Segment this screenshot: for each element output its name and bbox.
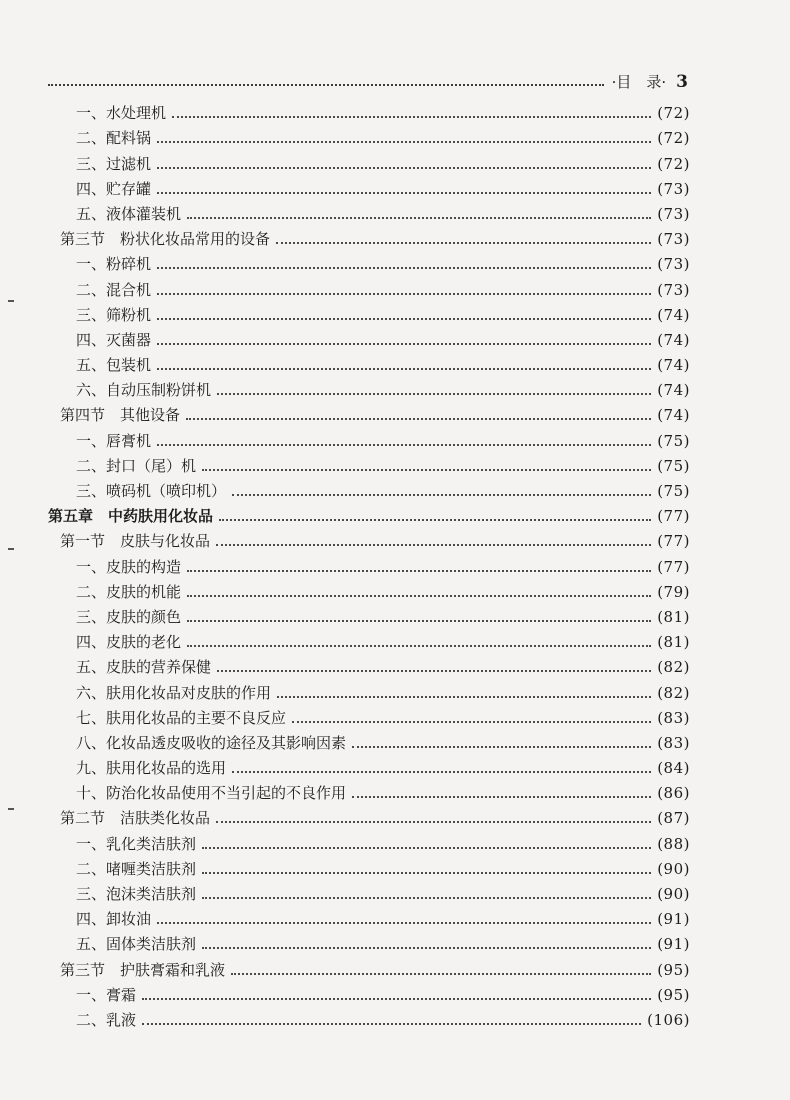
toc-entry-page: (79) — [657, 582, 690, 601]
toc-entry-page: (74) — [657, 330, 690, 349]
toc-entry-item — [48, 301, 690, 326]
toc-entry-item — [48, 124, 690, 149]
dot-leader — [172, 116, 651, 118]
dot-leader — [187, 620, 651, 622]
toc-entry-page: (82) — [657, 658, 690, 677]
toc-entry-section — [48, 225, 690, 250]
dot-leader — [157, 318, 651, 320]
dot-leader — [157, 343, 651, 345]
toc-entry-page: (81) — [657, 607, 690, 626]
dot-leader — [142, 998, 651, 1000]
toc-entry-item — [48, 200, 690, 225]
dot-leader — [292, 721, 651, 723]
dot-leader — [232, 771, 651, 773]
toc-entry-title: 四、卸妆油 — [76, 910, 152, 929]
toc-entry-title: 三、泡沫类洁肤剂 — [76, 885, 197, 903]
toc-entry-section — [48, 401, 690, 426]
toc-entry-page: (77) — [657, 532, 690, 551]
toc-entry-item — [48, 326, 690, 351]
toc-entry-item — [48, 452, 690, 477]
toc-entry-section — [48, 804, 690, 829]
running-header — [48, 68, 688, 92]
dot-leader — [352, 796, 651, 798]
dot-leader — [157, 922, 651, 924]
dot-leader — [187, 595, 651, 597]
toc-entry-page: (75) — [657, 482, 690, 500]
dot-leader — [217, 670, 651, 672]
toc-entry-item — [48, 880, 690, 905]
toc-entry-title: 第三节 护肤膏霜和乳液 — [60, 960, 226, 979]
toc-entry-page: (73) — [657, 255, 690, 274]
toc-entry-page: (75) — [657, 431, 690, 450]
dot-leader — [187, 217, 651, 219]
page-number: 3 — [676, 72, 688, 92]
toc-entry-title: 五、固体类洁肤剂 — [76, 935, 197, 954]
dot-leader — [231, 973, 651, 975]
dot-leader — [216, 544, 651, 546]
toc-entry-title: 三、皮肤的颜色 — [76, 607, 182, 626]
toc-entry-item — [48, 779, 690, 804]
toc-entry-page: (72) — [657, 154, 690, 173]
toc-entry-section — [48, 955, 690, 980]
toc-entry-section — [48, 527, 690, 552]
toc-entry-item — [48, 653, 690, 678]
toc-entry-title: 二、封口（尾）机 — [76, 456, 197, 475]
toc-entry-title: 二、啫喱类洁肤剂 — [76, 859, 197, 878]
scan-mark — [8, 300, 14, 302]
toc-entry-page: (95) — [657, 960, 690, 979]
toc-entry-page: (91) — [657, 910, 690, 929]
toc-entry-page: (82) — [657, 683, 690, 702]
toc-entry-page: (73) — [657, 230, 690, 249]
toc-entry-title: 一、粉碎机 — [76, 255, 152, 274]
header-dot-leader — [48, 84, 604, 86]
scan-mark — [8, 808, 14, 810]
toc-entry-page: (84) — [657, 759, 690, 778]
dot-leader — [187, 570, 651, 572]
toc-entry-item — [48, 275, 690, 300]
toc-entry-page: (87) — [657, 809, 690, 828]
toc-entry-item — [48, 99, 690, 124]
toc-entry-title: 一、唇膏机 — [76, 431, 152, 450]
dot-leader — [157, 192, 651, 194]
toc-entry-item — [48, 552, 690, 577]
toc-entry-title: 八、化妆品透皮吸收的途径及其影响因素 — [76, 733, 347, 752]
toc-entry-item — [48, 855, 690, 880]
toc-entry-title: 一、乳化类洁肤剂 — [76, 834, 197, 853]
toc-entry-title: 第一节 皮肤与化妆品 — [60, 532, 211, 551]
toc-entry-item — [48, 250, 690, 275]
toc-entry-page: (106) — [647, 1010, 690, 1029]
dot-leader — [202, 847, 651, 849]
toc-entry-page: (74) — [657, 356, 690, 375]
toc-entry-title: 一、水处理机 — [76, 104, 167, 123]
toc-entry-page: (73) — [657, 280, 690, 299]
dot-leader — [157, 293, 651, 295]
toc-entry-page: (90) — [657, 859, 690, 878]
dot-leader — [217, 393, 651, 395]
dot-leader — [186, 418, 651, 420]
toc-entry-item — [48, 981, 690, 1006]
toc-entry-item — [48, 628, 690, 653]
toc-entry-title: 四、贮存罐 — [76, 179, 152, 198]
toc-entry-page: (86) — [657, 784, 690, 803]
dot-leader — [157, 167, 651, 169]
toc-entry-title: 三、喷码机（喷印机） — [76, 482, 227, 500]
toc-entry-page: (77) — [657, 507, 690, 526]
toc-entry-title: 第二节 洁肤类化妆品 — [60, 809, 211, 828]
toc-entry-item — [48, 149, 690, 174]
toc-entry-item — [48, 603, 690, 628]
dot-leader — [157, 141, 651, 143]
toc-entry-page: (74) — [657, 305, 690, 324]
dot-leader — [352, 746, 651, 748]
dot-leader — [232, 494, 651, 496]
toc-entry-page: (90) — [657, 885, 690, 903]
toc-entry-title: 四、灭菌器 — [76, 330, 152, 349]
toc-entry-page: (77) — [657, 557, 690, 576]
dot-leader — [157, 267, 651, 269]
toc-entry-page: (73) — [657, 204, 690, 223]
toc-entry-title: 九、肤用化妆品的选用 — [76, 759, 227, 778]
toc-entry-item — [48, 578, 690, 603]
toc-entry-item — [48, 754, 690, 779]
dot-leader — [216, 821, 651, 823]
toc-entry-item — [48, 477, 690, 502]
dot-leader — [157, 368, 651, 370]
toc-entry-item — [48, 351, 690, 376]
dot-leader — [157, 444, 651, 446]
toc-entry-title: 三、筛粉机 — [76, 305, 152, 324]
toc-entry-page: (72) — [657, 129, 690, 148]
toc-entry-page: (88) — [657, 834, 690, 853]
toc-entry-title: 五、包装机 — [76, 356, 152, 375]
toc-entry-title: 六、肤用化妆品对皮肤的作用 — [76, 683, 272, 702]
toc-entry-item — [48, 829, 690, 854]
toc-entry-title: 二、混合机 — [76, 280, 152, 299]
dot-leader — [277, 696, 651, 698]
dot-leader — [202, 469, 651, 471]
toc-entry-title: 二、配料锅 — [76, 129, 152, 148]
toc-entry-title: 五、液体灌装机 — [76, 204, 182, 223]
toc-entry-title: 十、防治化妆品使用不当引起的不良作用 — [76, 784, 347, 803]
toc-entry-item — [48, 729, 690, 754]
toc-entry-page: (75) — [657, 456, 690, 475]
toc-entry-page: (83) — [657, 733, 690, 752]
toc-entry-page: (95) — [657, 985, 690, 1004]
header-section-title: ·目 录· — [611, 73, 667, 91]
toc-entry-title: 七、肤用化妆品的主要不良反应 — [76, 708, 287, 727]
toc-entry-title: 第四节 其他设备 — [60, 406, 181, 425]
toc-entry-title: 五、皮肤的营养保健 — [76, 658, 212, 677]
toc-entry-title: 一、膏霜 — [76, 985, 137, 1004]
toc-entry-item — [48, 175, 690, 200]
toc-entry-item — [48, 678, 690, 703]
toc-entry-page: (91) — [657, 935, 690, 954]
dot-leader — [187, 645, 651, 647]
toc-entry-title: 四、皮肤的老化 — [76, 633, 182, 652]
toc-entry-page: (73) — [657, 179, 690, 198]
toc-entry-title: 三、过滤机 — [76, 154, 152, 173]
toc-entry-title: 六、自动压制粉饼机 — [76, 381, 212, 400]
dot-leader — [202, 897, 651, 899]
dot-leader — [202, 947, 651, 949]
toc-entry-title: 二、皮肤的机能 — [76, 582, 182, 601]
dot-leader — [219, 519, 651, 521]
toc-entry-item — [48, 376, 690, 401]
dot-leader — [202, 872, 651, 874]
dot-leader — [276, 242, 651, 244]
toc-entry-item — [48, 905, 690, 930]
toc-entry-title: 二、乳液 — [76, 1010, 137, 1029]
toc-entry-chapter — [48, 502, 690, 527]
toc-entry-title: 一、皮肤的构造 — [76, 557, 182, 576]
toc-entry-title: 第五章 中药肤用化妆品 — [48, 507, 214, 526]
toc-entry-item — [48, 426, 690, 451]
toc-entry-page: (74) — [657, 381, 690, 400]
toc-entry-item — [48, 1006, 690, 1031]
toc-entry-item — [48, 704, 690, 729]
toc-entry-page: (74) — [657, 406, 690, 425]
scan-mark — [8, 548, 14, 550]
table-of-contents — [48, 99, 690, 1031]
toc-entry-title: 第三节 粉状化妆品常用的设备 — [60, 230, 271, 249]
toc-entry-page: (81) — [657, 633, 690, 652]
dot-leader — [142, 1023, 641, 1025]
toc-entry-page: (83) — [657, 708, 690, 727]
toc-entry-item — [48, 930, 690, 955]
toc-entry-page: (72) — [657, 104, 690, 123]
